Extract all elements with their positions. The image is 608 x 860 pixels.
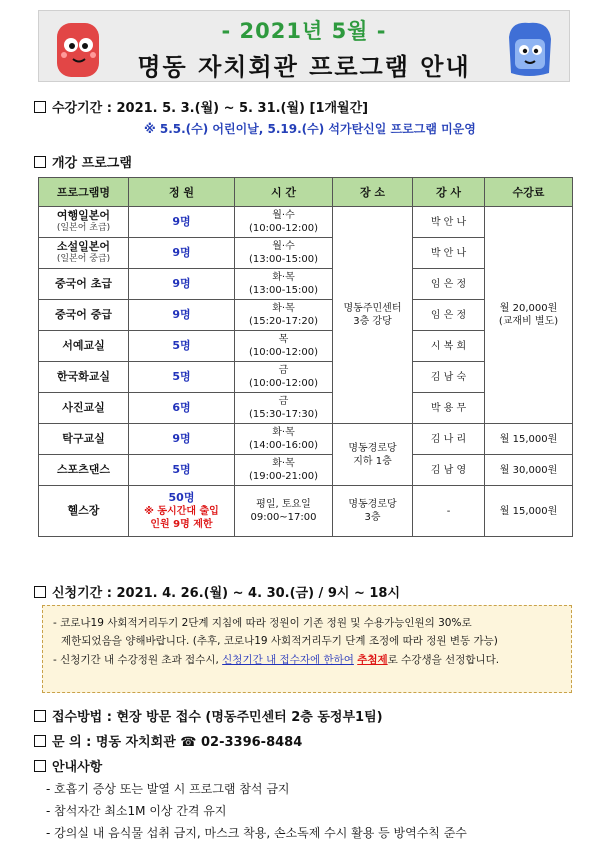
table-row <box>39 455 573 486</box>
program-name-cell: 소설일본어 (일본어 중급) <box>39 238 129 269</box>
teacher-cell: 박 안 나 <box>413 207 485 238</box>
table-row <box>39 486 573 537</box>
capacity-cell: 5명 <box>129 455 235 486</box>
program-name-cell: 한국화교실 <box>39 362 129 393</box>
header-cell: 장 소 <box>333 178 413 207</box>
contact-line: 문 의 : 명동 자치회관 ☎ 02-3396-8484 <box>34 731 302 750</box>
header-cell: 정 원 <box>129 178 235 207</box>
time-cell: 화·목 (19:00-21:00) <box>235 455 333 486</box>
program-table <box>38 177 573 537</box>
time-cell: 평일, 토요일 09:00~17:00 <box>235 486 333 537</box>
table-row <box>39 424 573 455</box>
capacity-cell: 6명 <box>129 393 235 424</box>
teacher-cell: 김 남 숙 <box>413 362 485 393</box>
teacher-cell: 김 나 리 <box>413 424 485 455</box>
fee-cell: 월 20,000원 (교재비 별도) <box>485 207 573 424</box>
place-cell: 명동경로당 3층 <box>333 486 413 537</box>
program-name-cell: 헬스장 <box>39 486 129 537</box>
fee-cell: 월 15,000원 <box>485 486 573 537</box>
time-cell: 화·목 (13:00-15:00) <box>235 269 333 300</box>
capacity-cell: 50명 ※ 동시간대 출입 인원 9명 제한 <box>129 486 235 537</box>
program-name-cell: 스포츠댄스 <box>39 455 129 486</box>
teacher-cell: 김 남 영 <box>413 455 485 486</box>
holiday-note: ※ 5.5.(수) 어린이날, 5.19.(수) 석가탄신일 프로그램 미운영 <box>144 122 476 136</box>
program-name-cell: 여행일본어 (일본어 초급) <box>39 207 129 238</box>
guide-heading: 안내사항 <box>34 756 102 775</box>
program-name-cell: 서예교실 <box>39 331 129 362</box>
table-header-row <box>39 178 573 207</box>
table-row <box>39 207 573 238</box>
teacher-cell: 임 은 정 <box>413 269 485 300</box>
capacity-cell: 9명 <box>129 238 235 269</box>
time-cell: 목 (10:00-12:00) <box>235 331 333 362</box>
fee-cell: 월 30,000원 <box>485 455 573 486</box>
notice-line: - 신청기간 내 수강정원 초과 접수시, 신청기간 내 접수자에 한하여 추첨제로 수강생을 선정합니다. <box>53 653 500 666</box>
place-cell: 명동경로당 지하 1층 <box>333 424 413 486</box>
checkbox-icon <box>34 101 46 113</box>
place-cell: 명동주민센터 3층 강당 <box>333 207 413 424</box>
header-cell: 수강료 <box>485 178 573 207</box>
guide-item: - 강의실 내 음식물 섭취 금지, 마스크 착용, 손소독제 수시 활용 등 방역수칙 준수 <box>46 826 467 840</box>
capacity-cell: 9명 <box>129 424 235 455</box>
capacity-cell: 5명 <box>129 362 235 393</box>
covid-notice-box <box>42 605 572 693</box>
header-cell: 프로그램명 <box>39 178 129 207</box>
time-cell: 금 (15:30-17:30) <box>235 393 333 424</box>
time-cell: 화·목 (14:00-16:00) <box>235 424 333 455</box>
teacher-cell: 시 복 희 <box>413 331 485 362</box>
blue-mascot-icon <box>499 17 559 81</box>
program-name-cell: 탁구교실 <box>39 424 129 455</box>
teacher-cell: - <box>413 486 485 537</box>
period-line: 수강기간 : 2021. 5. 3.(월) ~ 5. 31.(월) [1개월간] <box>34 97 368 116</box>
capacity-cell: 5명 <box>129 331 235 362</box>
program-name-cell: 중국어 중급 <box>39 300 129 331</box>
notice-line: 제한되었음을 양해바랍니다. (추후, 코로나19 사회적거리두기 단계 조정에 따라 정원 변동 가능) <box>61 635 498 648</box>
time-cell: 화·목 (15:20-17:20) <box>235 300 333 331</box>
apply-period-line: 신청기간 : 2021. 4. 26.(월) ~ 4. 30.(금) / 9시 ~ 18시 <box>34 582 400 601</box>
guide-item: - 호흡기 증상 또는 발열 시 프로그램 참석 금지 <box>46 782 290 796</box>
teacher-cell: 임 은 정 <box>413 300 485 331</box>
title-banner <box>38 10 570 82</box>
program-name-cell: 사진교실 <box>39 393 129 424</box>
time-cell: 금 (10:00-12:00) <box>235 362 333 393</box>
checkbox-icon <box>34 586 46 598</box>
program-name-cell: 중국어 초급 <box>39 269 129 300</box>
guide-item: - 참석자간 최소1M 이상 간격 유지 <box>46 804 227 818</box>
capacity-cell: 9명 <box>129 269 235 300</box>
teacher-cell: 박 용 무 <box>413 393 485 424</box>
checkbox-icon <box>34 710 46 722</box>
checkbox-icon <box>34 735 46 747</box>
notice-line: - 코로나19 사회적거리두기 2단계 지침에 따라 정원이 기존 정원 및 수용가능인원의 30%로 <box>53 617 472 629</box>
header-cell: 시 간 <box>235 178 333 207</box>
time-cell: 월·수 (10:00-12:00) <box>235 207 333 238</box>
programs-heading: 개강 프로그램 <box>34 152 132 171</box>
method-line: 접수방법 : 현장 방문 접수 (명동주민센터 2층 동정부1팀) <box>34 706 383 725</box>
capacity-cell: 9명 <box>129 207 235 238</box>
checkbox-icon <box>34 760 46 772</box>
page-title: 명동 자치회관 프로그램 안내 <box>137 53 471 81</box>
checkbox-icon <box>34 156 46 168</box>
header-cell: 강 사 <box>413 178 485 207</box>
time-cell: 월·수 (13:00-15:00) <box>235 238 333 269</box>
capacity-cell: 9명 <box>129 300 235 331</box>
teacher-cell: 박 안 나 <box>413 238 485 269</box>
banner-year: - 2021년 5월 - <box>221 19 387 43</box>
fee-cell: 월 15,000원 <box>485 424 573 455</box>
